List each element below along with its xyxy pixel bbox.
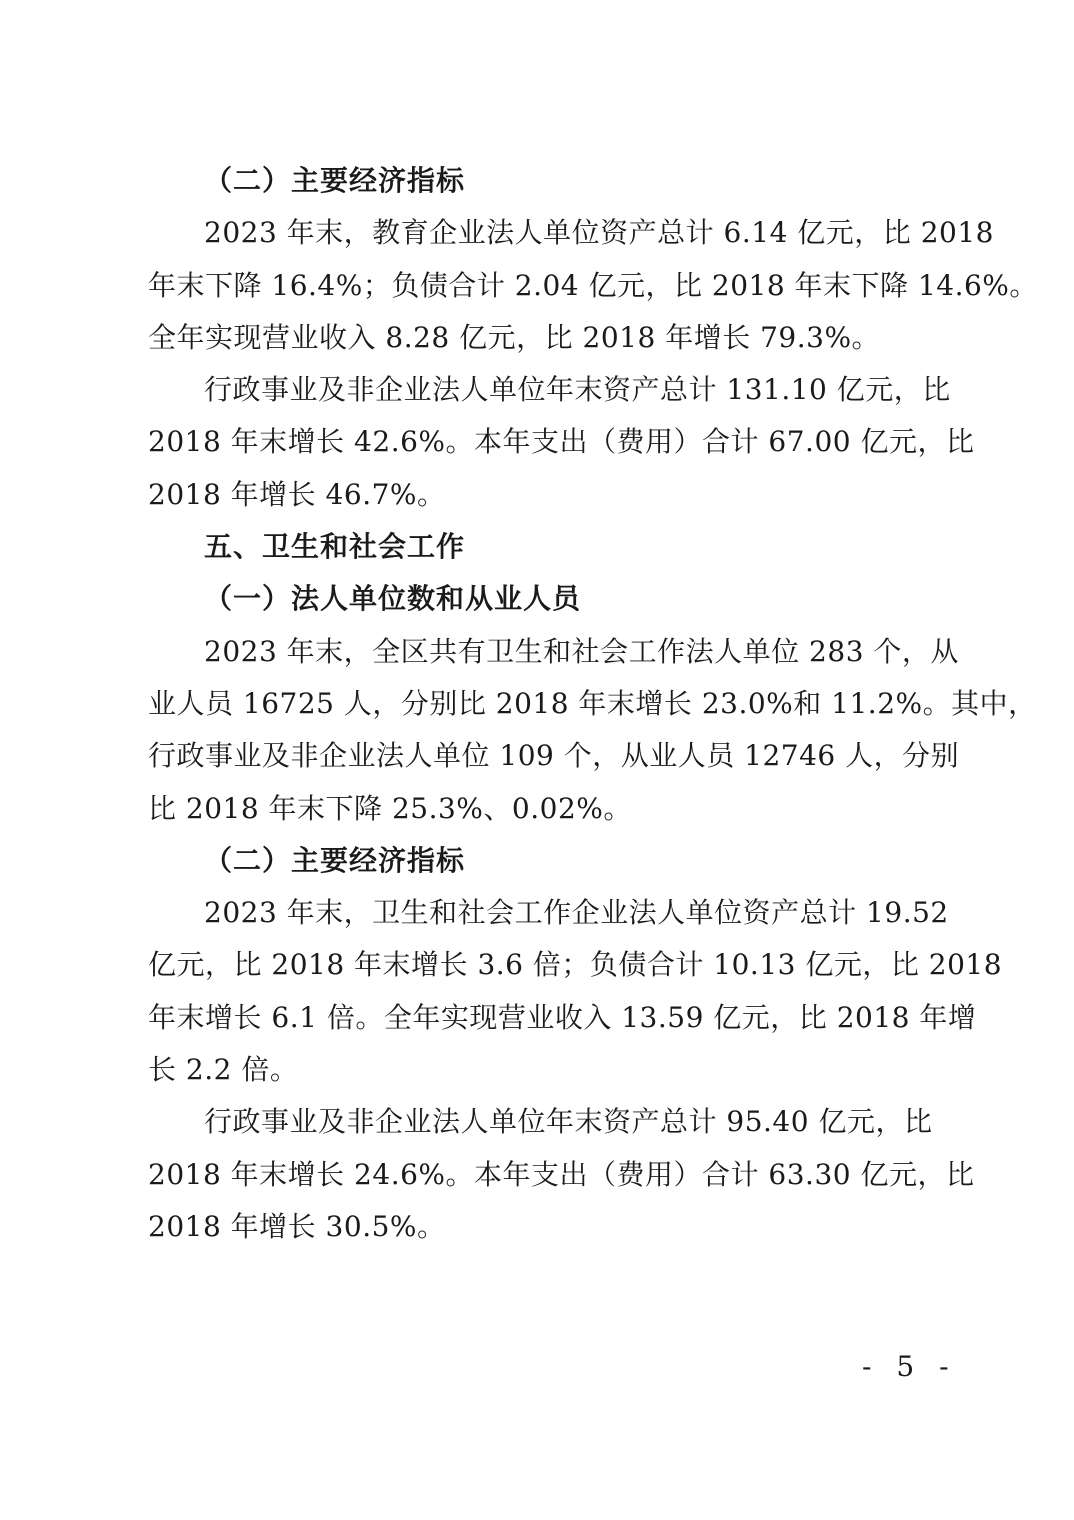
paragraph-line: 行政事业及非企业法人单位 109 个，从业人员 12746 人，分别 (148, 739, 960, 773)
paragraph-line: 业人员 16725 人，分别比 2018 年末增长 23.0%和 11.2%。其中， (148, 686, 1037, 720)
paragraph-line: 行政事业及非企业法人单位年末资产总计 131.10 亿元，比 (204, 373, 951, 407)
paragraph-line: 2018 年末增长 24.6%。本年支出（费用）合计 63.30 亿元，比 (148, 1157, 975, 1191)
section-heading: （二）主要经济指标 (204, 843, 466, 877)
page-number: - 5 - (862, 1350, 957, 1383)
document-body (148, 155, 1038, 1253)
paragraph-line: 2023 年末，卫生和社会工作企业法人单位资产总计 19.52 (204, 896, 949, 930)
paragraph-line: 2018 年增长 30.5%。 (148, 1209, 446, 1243)
paragraph-line: 2018 年末增长 42.6%。本年支出（费用）合计 67.00 亿元，比 (148, 425, 975, 459)
paragraph-line: 2023 年末，全区共有卫生和社会工作法人单位 283 个，从 (204, 634, 959, 668)
section-heading: （一）法人单位数和从业人员 (204, 582, 582, 616)
paragraph-line: 行政事业及非企业法人单位年末资产总计 95.40 亿元，比 (204, 1105, 933, 1139)
paragraph-line: 2023 年末，教育企业法人单位资产总计 6.14 亿元，比 2018 (204, 216, 994, 250)
chapter-heading: 五、卫生和社会工作 (204, 530, 466, 564)
paragraph-line: 长 2.2 倍。 (148, 1053, 299, 1087)
paragraph-line: 全年实现营业收入 8.28 亿元，比 2018 年增长 79.3%。 (148, 320, 881, 354)
paragraph-line: 亿元，比 2018 年末增长 3.6 倍；负债合计 10.13 亿元，比 2018 (148, 948, 1003, 982)
section-heading: （二）主要经济指标 (204, 164, 466, 197)
paragraph-line: 年末下降 16.4%；负债合计 2.04 亿元，比 2018 年末下降 14.6%。 (148, 268, 1038, 302)
paragraph-line: 2018 年增长 46.7%。 (148, 477, 446, 511)
paragraph-line: 年末增长 6.1 倍。全年实现营业收入 13.59 亿元，比 2018 年增 (148, 1000, 977, 1034)
paragraph-line: 比 2018 年末下降 25.3%、0.02%。 (148, 791, 632, 825)
